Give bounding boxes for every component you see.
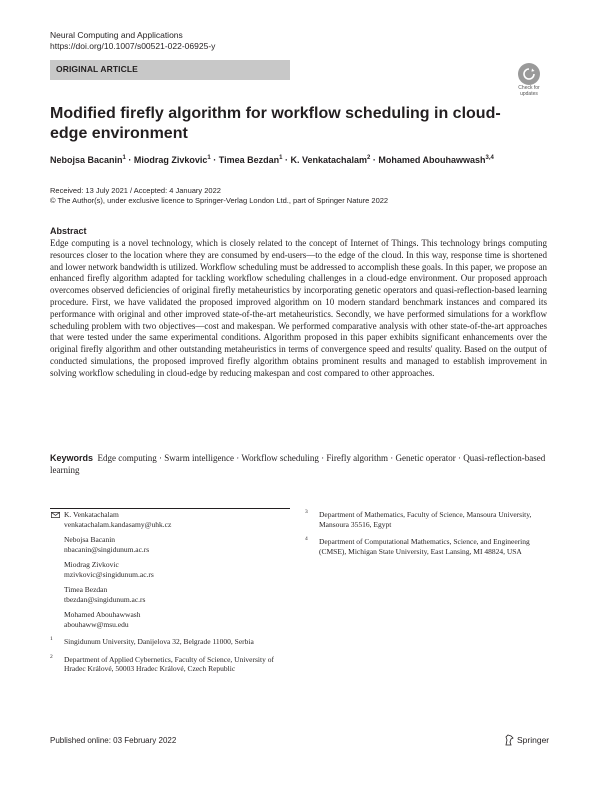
- author-affiliation-ref: 1: [279, 155, 283, 161]
- publication-dates: [50, 186, 550, 206]
- published-online: Published online: 03 February 2022: [50, 736, 177, 745]
- contact-name: Mohamed Abouhawwash: [64, 610, 141, 619]
- affiliation-entry: [50, 637, 290, 647]
- badge-line-1: Check for: [518, 85, 540, 91]
- contact-name: K. Venkatachalam: [64, 510, 119, 519]
- contact-entry: [50, 610, 290, 629]
- contact-email[interactable]: nbacanin@singidunum.ac.rs: [64, 544, 150, 554]
- affiliation-entry: [50, 655, 290, 674]
- author-list: Nebojsa Bacanin$^1$ · Miodrag Zivkovic$^1$ · Timea Bezdan$^1$ · K. Venkatachalam$^2$ · Mohamed Abouhawwash$^{3,4}$: [50, 155, 494, 165]
- affiliation-number: 2: [50, 653, 53, 660]
- affiliation-entry: [305, 537, 545, 556]
- update-check-icon: [518, 63, 540, 85]
- contact-email[interactable]: mzivkovic@singidunum.ac.rs: [64, 569, 154, 579]
- abstract-text: Edge computing is a novel technology, which is closely related to the concept of Internet of Things. This technology brings computing resources closer to the location where they are consumed by end-users—to the edge of the cloud. In this way, response time is shortened and lower network bandwidth is utilized. Workflow scheduling must be addressed to accomplish these goals. In this paper, we propose an enhanced firefly algorithm adapted for tackling workflow scheduling challenges in a cloud-edge environment. Our proposed approach overcomes observed deficiencies of original firefly metaheuristics by incorporating genetic operators and quasi-reflection-based learning procedure. First, we have validated the proposed improved algorithm on 10 modern standard benchmark instances and compared its performance with original and other improved state-of-the-art metaheuristics. Secondly, we have performed simulations for a workflow scheduling problem with two objectives—cost and makespan. We performed comparative analysis with other state-of-the-art approaches that were tested under the same experimental conditions. Algorithm proposed in this paper exhibits significant enhancements over the original firefly algorithm and other outstanding metaheuristics in terms of convergence speed and results' quality. Based on the output of conducted simulations, the proposed improved firefly algorithm obtains prominent results and managed to establish improvement in solving workflow scheduling in cloud-edge by reducing makespan and cost compared to other approaches.: [50, 238, 547, 378]
- author-name: K. Venkatachalam: [290, 155, 367, 165]
- affiliations-right: [305, 510, 545, 556]
- contact-entry: [50, 560, 290, 579]
- received-accepted-dates: Received: 13 July 2021 / Accepted: 4 January 2022: [50, 186, 221, 195]
- affiliation-entry: [305, 510, 545, 529]
- contact-name: Timea Bezdan: [64, 585, 108, 594]
- affiliations-left: [50, 637, 290, 674]
- affiliation-text: Department of Applied Cybernetics, Faculty of Science, University of Hradec Králové, 50003 Hradec Králové, Czech Republic: [64, 654, 274, 673]
- keywords-label: Keywords: [50, 453, 94, 463]
- contact-name: Miodrag Zivkovic: [64, 560, 119, 569]
- keywords-list: Edge computing · Swarm intelligence · Workflow scheduling · Firefly algorithm · Genetic operator · Quasi-reflection-based learning: [50, 453, 546, 475]
- contact-email[interactable]: venkatachalam.kandasamy@uhk.cz: [64, 519, 172, 529]
- footnote-divider: [50, 508, 290, 509]
- article-type-banner: [50, 60, 290, 80]
- article-type-label: ORIGINAL ARTICLE: [56, 64, 138, 74]
- corresponding-contact: [50, 510, 290, 529]
- author-affiliation-ref: 1: [207, 155, 211, 161]
- check-for-updates-badge[interactable]: [512, 63, 546, 99]
- author-name: Nebojsa Bacanin: [50, 155, 123, 165]
- publisher-name: Springer: [517, 735, 550, 745]
- paper-title: Modified firefly algorithm for workflow scheduling in cloud-edge environment: [50, 105, 501, 142]
- contact-entry: [50, 585, 290, 604]
- abstract-heading: Abstract: [50, 226, 87, 236]
- author-name: Mohamed Abouhawwash: [378, 155, 486, 165]
- contact-entry: [50, 535, 290, 554]
- author-name: Timea Bezdan: [218, 155, 280, 165]
- springer-horse-icon: [504, 734, 514, 746]
- badge-line-2: updates: [520, 90, 538, 97]
- copyright-notice: © The Author(s), under exclusive licence to Springer-Verlag London Ltd., part of Springer Nature 2022: [50, 196, 389, 205]
- contact-email[interactable]: tbezdan@singidunum.ac.rs: [64, 594, 146, 604]
- affiliation-text: Department of Mathematics, Faculty of Science, Mansoura University, Mansoura 35516, Egypt: [319, 510, 532, 529]
- affiliation-number: 1: [50, 636, 53, 642]
- contact-name: Nebojsa Bacanin: [64, 535, 116, 544]
- affiliation-number: 3: [305, 509, 308, 515]
- affiliation-text: Singidunum University, Danijelova 32, Belgrade 11000, Serbia: [64, 637, 254, 646]
- envelope-icon: [51, 512, 60, 518]
- publisher-logo: [504, 734, 549, 746]
- author-affiliation-ref: 3,4: [485, 155, 494, 161]
- doi-link[interactable]: https://doi.org/10.1007/s00521-022-06925-y: [50, 41, 216, 51]
- author-affiliation-ref: 1: [122, 155, 126, 161]
- author-affiliation-ref: 2: [367, 155, 371, 161]
- contact-email[interactable]: abouhaww@msu.edu: [64, 619, 129, 629]
- keywords-block: [50, 452, 547, 476]
- affiliation-number: 4: [305, 536, 308, 542]
- author-name: Miodrag Zivkovic: [133, 155, 208, 165]
- journal-header: [50, 30, 215, 52]
- journal-name: Neural Computing and Applications: [50, 30, 183, 40]
- author-contacts: [50, 510, 290, 635]
- affiliation-text: Department of Computational Mathematics, Science, and Engineering (CMSE), Michigan State University, East Lansing, MI 48824, USA: [319, 537, 530, 556]
